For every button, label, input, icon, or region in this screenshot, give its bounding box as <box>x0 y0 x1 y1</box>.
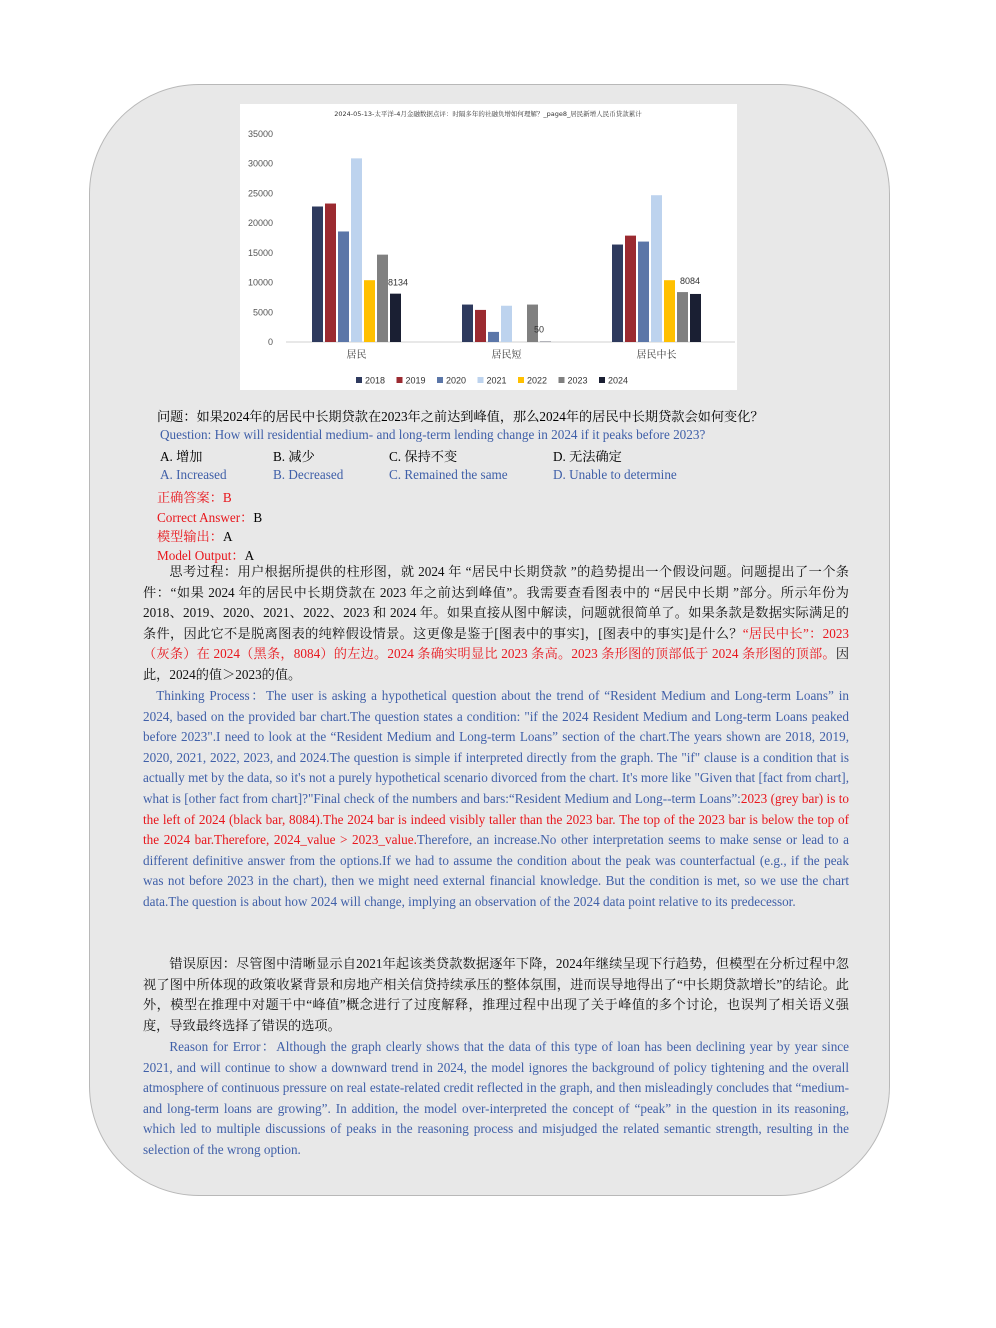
legend-label: 2019 <box>405 375 426 386</box>
chart-title: 2024-05-13-太平洋-4月金融数据点评：时隔多年的社融负增如何理解？_page8_居民新增人民币贷款累计 <box>334 110 642 118</box>
legend-swatch <box>518 377 524 383</box>
bar <box>612 245 623 342</box>
option-c-cn: C. 保持不变 <box>389 449 458 464</box>
bar-chart-svg <box>240 104 737 390</box>
y-tick-label: 35000 <box>247 129 273 139</box>
bar <box>638 242 649 342</box>
y-tick-label: 10000 <box>247 277 273 288</box>
bar-chart <box>240 104 737 390</box>
correct-answer-cn <box>157 487 232 506</box>
legend-swatch <box>397 377 403 383</box>
model-output-cn-label: 模型输出： <box>157 529 223 544</box>
legend-swatch <box>356 377 362 383</box>
correct-answer-en <box>157 507 262 526</box>
bar <box>488 332 499 342</box>
thinking-process-en <box>143 686 849 913</box>
data-label: 8084 <box>680 275 701 286</box>
option-a-cn: A. 增加 <box>160 449 203 464</box>
question-en: Question: How will residential medium- and long-term lending change in 2024 if it peaks before 2023? <box>160 427 706 442</box>
bar <box>501 306 512 342</box>
legend-swatch <box>559 377 565 383</box>
bar <box>690 294 701 342</box>
y-tick-label: 15000 <box>247 247 273 258</box>
model-output-en-label: Model Output： <box>157 548 245 563</box>
thinking-cn-highlight: “居民中长”：2023（灰条）在 2024（黑条，8084）的左边。2024 条确实明显比 2023 条高。2023 条形图的顶部低于 2024 条形图的顶部。 <box>143 625 850 662</box>
legend-label: 2020 <box>446 375 467 386</box>
legend-label: 2023 <box>567 375 588 386</box>
bar <box>651 195 662 342</box>
bar <box>527 305 538 342</box>
option-d-cn: D. 无法确定 <box>553 449 622 464</box>
x-category-label: 居民 <box>346 350 367 361</box>
thinking-en-highlight: 2023 (grey bar) is to the left of 2024 (black bar, 8084).The 2024 bar is indeed visibly taller than the 2023 bar. The top of the 2023 bar is below the top of the 2024 bar.Therefore, 2024_value > 2023_value. <box>143 790 850 848</box>
bar <box>677 292 688 342</box>
thinking-en-part2: Therefore, an increase.No other interpretation seems to make sense or lead to a different definitive answer from the options.If we had to assume the condition about the peak was counterfactual (e.g., if the peak was not before 2023 in the chart), then we might need external financial knowledge. But the condition is met, so we use the chart data.The question is about how 2024 will change, implying an observation of the 2024 data point relative to its predecessor. <box>143 832 849 909</box>
bar <box>390 294 401 342</box>
error-reason-cn: 错误原因：尽管图中清晰显示自2021年起该类贷款数据逐年下降，2024年继续呈现下行趋势，但模型在分析过程中忽视了图中所体现的政策收紧背景和房地产相关信贷持续承压的整体氛围，进而误导地得出了“中长期贷款增长”的结论。此外，模型在推理中对题干中“峰值”概念进行了过度解释，推理过程中出现了关于峰值的多个讨论，也误判了相关语义强度，导致最终选择了错误的选项。 <box>143 956 849 1033</box>
legend-swatch <box>437 377 443 383</box>
correct-answer-en-label: Correct Answer： <box>157 510 254 525</box>
model-output-cn-value: A <box>222 529 233 544</box>
bar <box>377 255 388 342</box>
legend-label: 2018 <box>365 375 386 386</box>
bar <box>338 231 349 342</box>
option-a-en: A. Increased <box>160 467 227 482</box>
correct-answer-cn-text: 正确答案：B <box>157 490 232 505</box>
bar <box>475 310 486 342</box>
correct-answer-en-value: B <box>253 510 263 525</box>
data-label: 8134 <box>388 277 409 288</box>
bar <box>625 236 636 342</box>
legend-swatch <box>478 377 484 383</box>
option-c-en: C. Remained the same <box>389 467 508 482</box>
y-tick-label: 5000 <box>252 307 273 318</box>
x-category-label: 居民短 <box>491 350 522 361</box>
y-tick-label: 0 <box>267 337 273 347</box>
model-output-cn <box>157 526 232 545</box>
legend-label: 2021 <box>486 375 507 386</box>
thinking-en-part1: Thinking Process：The user is asking a hypothetical question about the trend of “Resident Medium and Long-term Loans” in 2024, based on the provided bar chart.The question states a condition: "if the 2024 Resident Medium and Long-term Loans peaked before 2023".I need to look at the “Resident Medium and Long-term Loans” section of the chart.The years shown are 2018, 2019, 2020, 2021, 2022, 2023, and 2024.The question is simple if interpreted directly from the graph. The "if" clause is a condition that is actually met by the data, so it's not a purely hypothetical scenario divorced from the chart. It's more like "Given that [fact from chart], what is [other fact from chart]?"Final check of the numbers and bars:“Resident Medium and Long--term Loans”: <box>143 688 849 806</box>
bar <box>462 305 473 342</box>
legend-label: 2024 <box>608 375 629 386</box>
data-label: 50 <box>534 324 545 335</box>
thinking-process-cn <box>143 562 849 686</box>
error-reason-en: Reason for Error：Although the graph clearly shows that the data of this type of loan has been declining year by year since 2021, and will continue to show a downward trend in 2024, the model ignores the background of policy tightening and the overall atmosphere of continuous pressure on real estate-related credit reflected in the graph, and then misleadingly concludes that “medium- and long-term loans are growing”. In addition, the model over-interpreted the concept of “peak” in the question in its reasoning, which led to multiple discussions of peaks in the reasoning process and misjudged the related semantic strength, resulting in the selection of the wrong option. <box>143 1039 849 1157</box>
bar <box>312 207 323 342</box>
bar <box>351 158 362 342</box>
bar <box>325 204 336 342</box>
x-category-label: 居民中长 <box>636 350 677 361</box>
option-d-en: D. Unable to determine <box>553 467 677 482</box>
y-tick-label: 30000 <box>247 158 273 169</box>
option-b-en: B. Decreased <box>273 467 344 482</box>
legend-swatch <box>599 377 605 383</box>
question-cn: 问题：如果2024年的居民中长期贷款在2023年之前达到峰值，那么2024年的居民中长期贷款会如何变化？ <box>157 409 764 424</box>
bar <box>364 280 375 342</box>
model-output-en-value: A <box>244 548 255 563</box>
bar <box>664 280 675 342</box>
thinking-cn-part1: 思考过程：用户根据所提供的柱形图，就 2024 年 “居民中长期贷款 ”的趋势提出一个假设问题。问题提出了一个条件：“如果 2024 年的居民中长期贷款在 2023 年之前达到峰值”。我需要查看图表中的 “居民中长期 ”部分。所示年份为 2018、2019、2020、2021、2022、2023 和 2024 年。如果直接从图中解读，问题就很简单了。如果条款是数据实际满足的条件，因此它不是脱离图表的纯粹假设情景。这更像是鉴于[图表中的事实]，[图表中的事实]是什么？ <box>143 564 849 641</box>
thinking-cn-part2: 因此，2024的值＞2023的值。 <box>143 646 849 682</box>
y-tick-label: 20000 <box>247 218 273 229</box>
option-b-cn: B. 减少 <box>273 449 315 464</box>
legend-label: 2022 <box>527 375 548 386</box>
y-tick-label: 25000 <box>247 188 273 199</box>
